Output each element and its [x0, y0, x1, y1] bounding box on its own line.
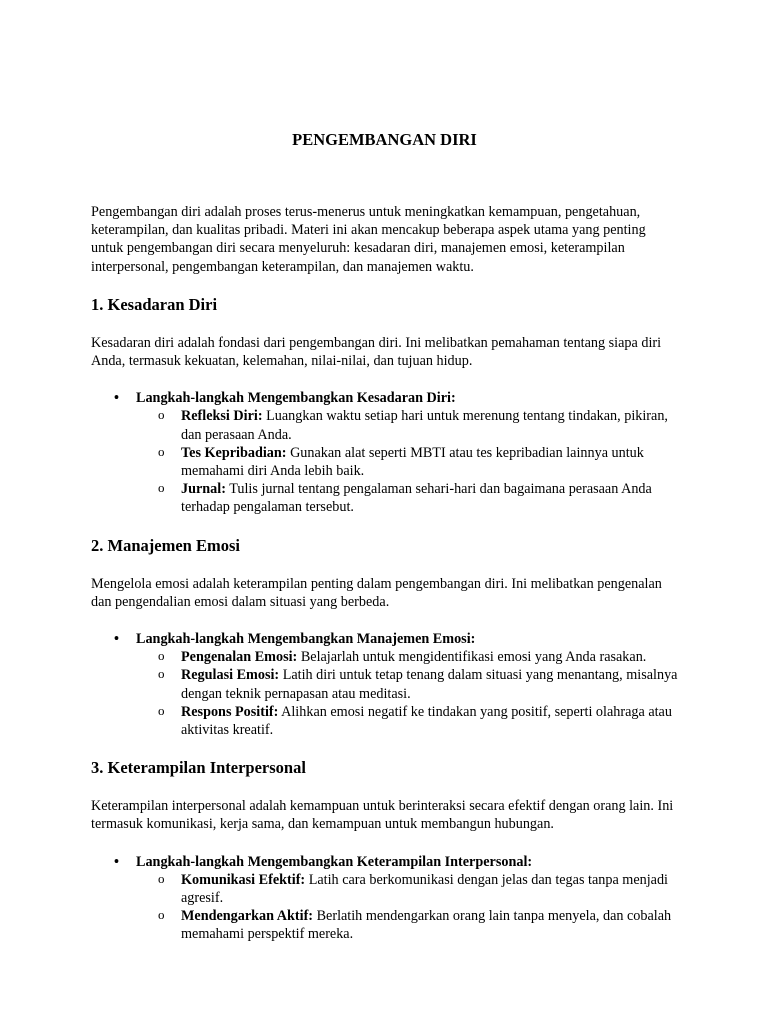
list-item: [91, 389, 678, 516]
list-item: [136, 407, 678, 443]
section-heading-keterampilan-interpersonal: 3. Keterampilan Interpersonal: [91, 758, 306, 778]
list-item: [136, 444, 678, 480]
section-paragraph-keterampilan-interpersonal: Keterampilan interpersonal adalah kemampuan untuk berinteraksi secara efektif dengan orang lain. Ini termasuk komunikasi, kerja sama, dan kemampuan untuk membangun hubungan.: [91, 798, 674, 833]
list-item: [136, 703, 678, 739]
bullet-disc-icon: •: [114, 853, 119, 870]
bullet-disc-icon: •: [114, 631, 119, 648]
document-title: PENGEMBANGAN DIRI: [292, 130, 477, 149]
list-item: [136, 648, 678, 666]
bullet-circle-icon: o: [158, 648, 165, 664]
item-text: Gunakan alat seperti MBTI atau tes kepribadian lainnya untuk memahami diri Anda lebih baik.: [181, 444, 644, 480]
bullet-circle-icon: o: [158, 480, 165, 496]
item-term: Tes Kepribadian:: [181, 444, 287, 461]
steps-list-keterampilan-interpersonal: [91, 853, 678, 944]
section-paragraph-manajemen-emosi: Mengelola emosi adalah keterampilan penting dalam pengembangan diri. Ini melibatkan pengenalan dan pengendalian emosi dalam situasi yang berbeda.: [91, 575, 662, 610]
item-text: Alihkan emosi negatif ke tindakan yang positif, seperti olahraga atau aktivitas kreatif.: [181, 703, 672, 739]
item-text: Berlatih mendengarkan orang lain tanpa menyela, dan cobalah memahami perspektif mereka.: [181, 908, 672, 943]
bullet-circle-icon: o: [158, 907, 165, 923]
item-term: Refleksi Diri:: [181, 408, 263, 425]
sub-list: [136, 407, 678, 516]
item-text: Luangkan waktu setiap hari untuk merenung tentang tindakan, pikiran, dan perasaan Anda.: [181, 408, 668, 443]
list-item: [91, 630, 678, 739]
item-term: Respons Positif:: [181, 703, 279, 720]
steps-list-manajemen-emosi: [91, 630, 678, 739]
item-term: Komunikasi Efektif:: [181, 871, 306, 888]
list-item: [136, 871, 678, 907]
section-heading-manajemen-emosi: 2. Manajemen Emosi: [91, 535, 240, 555]
bullet-circle-icon: o: [158, 443, 165, 459]
item-term: Jurnal:: [181, 481, 226, 498]
item-term: Mendengarkan Aktif:: [181, 908, 314, 925]
item-text: Latih cara berkomunikasi dengan jelas dan tegas tanpa menjadi agresif.: [181, 871, 668, 907]
intro-paragraph: Pengembangan diri adalah proses terus-menerus untuk meningkatkan kemampuan, pengetahuan, keterampilan, dan kualitas pribadi. Materi ini akan mencakup beberapa aspek utama yang penting untuk pengembangan diri secara menyeluruh: kesadaran diri, manajemen emosi, keterampilan interpersonal, pengembangan keterampilan, dan manajemen waktu.: [91, 204, 646, 275]
list-item: [136, 480, 678, 516]
sub-list: [136, 871, 678, 944]
list-item: [91, 853, 678, 944]
sub-list: [136, 648, 678, 739]
item-term: Pengenalan Emosi:: [181, 649, 298, 666]
bullet-circle-icon: o: [158, 870, 165, 886]
bullet-disc-icon: •: [114, 390, 119, 407]
list-item: [136, 666, 678, 702]
bullet-circle-icon: o: [158, 407, 165, 423]
list-item: [136, 907, 678, 943]
steps-heading: Langkah-langkah Mengembangkan Kesadaran Diri:: [136, 390, 456, 407]
steps-heading: Langkah-langkah Mengembangkan Keterampilan Interpersonal:: [136, 853, 533, 870]
steps-heading: Langkah-langkah Mengembangkan Manajemen Emosi:: [136, 631, 476, 648]
item-text: Latih diri untuk tetap tenang dalam situasi yang menantang, misalnya dengan teknik pernapasan atau meditasi.: [181, 667, 678, 702]
item-term: Regulasi Emosi:: [181, 667, 280, 684]
bullet-circle-icon: o: [158, 666, 165, 682]
steps-list-kesadaran-diri: [91, 389, 678, 516]
section-heading-kesadaran-diri: 1. Kesadaran Diri: [91, 294, 218, 314]
section-paragraph-kesadaran-diri: Kesadaran diri adalah fondasi dari pengembangan diri. Ini melibatkan pemahaman tentang siapa diri Anda, termasuk kekuatan, kelemahan, nilai-nilai, dan tujuan hidup.: [91, 334, 662, 370]
item-text: Tulis jurnal tentang pengalaman sehari-hari dan bagaimana perasaan Anda terhadap pengalaman tersebut.: [181, 481, 652, 516]
item-text: Belajarlah untuk mengidentifikasi emosi yang Anda rasakan.: [297, 649, 647, 666]
bullet-circle-icon: o: [158, 702, 165, 718]
